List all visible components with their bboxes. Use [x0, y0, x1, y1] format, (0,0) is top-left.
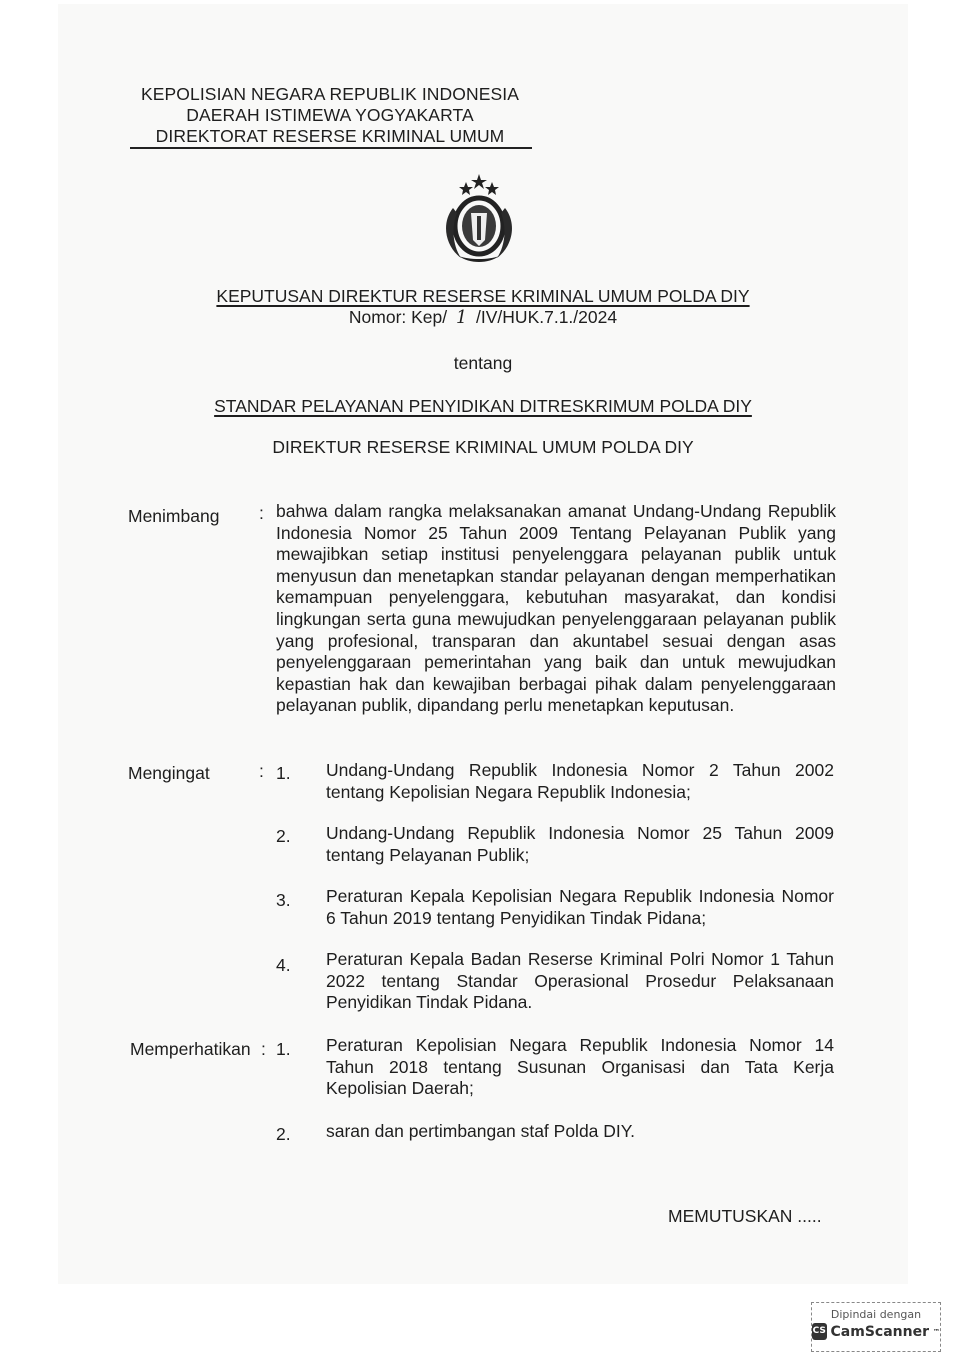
- letterhead-line-3: DIREKTORAT RESERSE KRIMINAL UMUM: [155, 126, 505, 146]
- memperhatikan-item-1: Peraturan Kepolisian Negara Republik Indonesia Nomor 14 Tahun 2018 tentang Susunan Organisasi dan Tata Kerja Kepolisian Daerah;: [326, 1035, 834, 1099]
- camscanner-badge: [811, 1302, 941, 1352]
- letterhead-underline: [130, 147, 532, 149]
- menimbang-text: bahwa dalam rangka melaksanakan amanat Undang-Undang Republik Indonesia Nomor 25 Tahun 2009 Tentang Pelayanan Publik yang mewajibkan setiap institusi penyelenggara pelayanan publik untuk menyusun dan menetapkan standar pelayanan dengan memperhatikan kemampuan penyelenggara, kebutuhan masyarakat, dan kondisi lingkungan serta guna mewujudkan penyelenggaraan pelayanan publik yang profesional, transparan dan akuntabel sesuai dengan asas penyelenggaraan pemerintahan yang baik dan untuk mewujudkan kepastian hak dan kewajiban berbagai pihak dalam penyelenggaraan pelayanan publik, dipandang perlu menetapkan keputusan.: [276, 501, 836, 716]
- camscanner-brand-row: [812, 1323, 940, 1340]
- camscanner-caption: Dipindai dengan: [830, 1308, 922, 1321]
- camscanner-tm: ™: [933, 1327, 940, 1336]
- decree-number-prefix: Nomor: Kep/: [348, 307, 448, 327]
- memperhatikan-colon: :: [261, 1039, 266, 1059]
- camscanner-logo-icon: CS: [812, 1323, 827, 1340]
- decree-number: [0, 307, 966, 328]
- mengingat-item-2: Undang-Undang Republik Indonesia Nomor 25 Tahun 2009 tentang Pelayanan Publik;: [326, 823, 834, 865]
- decree-subject: STANDAR PELAYANAN PENYIDIKAN DITRESKRIMUM POLDA DIY: [214, 396, 752, 416]
- mengingat-item-1: Undang-Undang Republik Indonesia Nomor 2 Tahun 2002 tentang Kepolisian Negara Republik Indonesia;: [326, 760, 834, 802]
- mengingat-item-4: Peraturan Kepala Badan Reserse Kriminal Polri Nomor 1 Tahun 2022 tentang Standar Operasional Prosedur Pelaksanaan Penyidikan Tindak Pidana.: [326, 949, 834, 1013]
- decree-number-suffix: /IV/HUK.7.1./2024: [476, 307, 618, 327]
- camscanner-brand: CamScanner: [830, 1323, 929, 1340]
- mengingat-label: Mengingat: [128, 763, 210, 783]
- menimbang-label: Menimbang: [128, 506, 220, 526]
- decree-issuer: DIREKTUR RESERSE KRIMINAL UMUM POLDA DIY: [272, 437, 694, 457]
- continuation-text: MEMUTUSKAN .....: [668, 1206, 822, 1226]
- letterhead-line-2: DAERAH ISTIMEWA YOGYAKARTA: [186, 105, 474, 125]
- mengingat-num-2: 2.: [276, 826, 291, 846]
- decree-number-handwritten: 1: [456, 308, 468, 328]
- mengingat-num-4: 4.: [276, 955, 291, 975]
- mengingat-num-3: 3.: [276, 890, 291, 910]
- letterhead-line-1: KEPOLISIAN NEGARA REPUBLIK INDONESIA: [140, 84, 520, 104]
- mengingat-colon: :: [259, 761, 264, 781]
- memperhatikan-label: Memperhatikan: [130, 1039, 251, 1059]
- memperhatikan-num-1: 1.: [276, 1039, 291, 1059]
- mengingat-item-3: Peraturan Kepala Kepolisian Negara Republik Indonesia Nomor 6 Tahun 2019 tentang Penyidikan Tindak Pidana;: [326, 886, 834, 928]
- decree-about: tentang: [453, 353, 513, 373]
- memperhatikan-num-2: 2.: [276, 1124, 291, 1144]
- mengingat-num-1: 1.: [276, 763, 291, 783]
- decree-title: KEPUTUSAN DIREKTUR RESERSE KRIMINAL UMUM POLDA DIY: [216, 286, 750, 306]
- memperhatikan-item-2: saran dan pertimbangan staf Polda DIY.: [326, 1121, 636, 1141]
- menimbang-colon: :: [259, 503, 264, 523]
- police-emblem-icon: [431, 168, 537, 268]
